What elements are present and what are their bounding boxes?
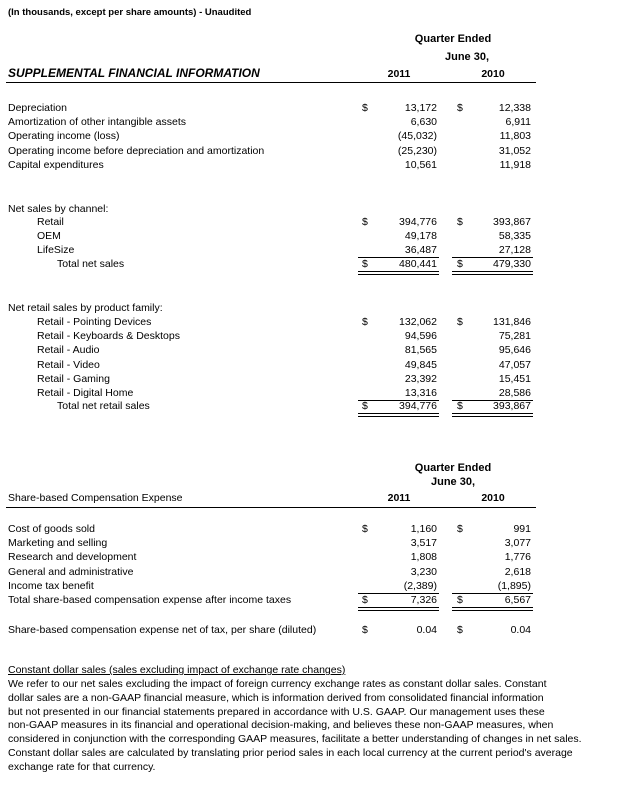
channel-total-row-currency-2010: $ xyxy=(457,258,463,270)
supplemental-row-value-2010: 12,338 xyxy=(498,102,531,114)
family-total-rule-2011 xyxy=(358,413,439,417)
supplemental-row-value-2011: 10,561 xyxy=(404,158,437,171)
channel-row-label: OEM xyxy=(37,230,61,243)
supplemental-row-value-2010: 11,803 xyxy=(499,130,531,143)
sbc-row-value-2010: 3,077 xyxy=(504,537,531,550)
family-row-value-2011: 49,845 xyxy=(404,358,437,371)
sbc-per-share-row-currency-2011: $ xyxy=(362,624,368,636)
sbc-row-label: Income tax benefit xyxy=(8,579,94,592)
channel-total-row-label: Total net sales xyxy=(57,258,125,270)
sbc-row-value-2010: 991 xyxy=(513,523,531,535)
supplemental-row-value-2010: 6,911 xyxy=(505,116,531,129)
family-row-value-2010: 95,646 xyxy=(498,344,531,357)
channel-row-currency-2010: $ xyxy=(457,216,463,228)
supplemental-row-value-2010: 11,918 xyxy=(499,158,531,171)
header-rule-1 xyxy=(6,82,536,83)
period-sub-1: June 30, xyxy=(444,51,490,63)
channel-row-value-2011: 394,776 xyxy=(399,216,437,228)
sbc-per-share-row-label: Share-based compensation expense net of tax, per share (diluted) xyxy=(8,624,317,636)
sbc-per-share-row-currency-2010: $ xyxy=(457,624,463,636)
period-label-1: Quarter Ended xyxy=(414,33,492,45)
supplemental-row-label: Operating income before depreciation and amortization xyxy=(8,144,265,157)
sbc-total-row-currency-2010: $ xyxy=(457,594,463,606)
note-line: but not presented in our financial statements prepared in accordance with U.S. GAAP. Our management uses these xyxy=(8,705,545,718)
family-total-row-currency-2010: $ xyxy=(457,400,463,412)
supplemental-row-currency-2011: $ xyxy=(362,102,368,114)
supplemental-row-value-2010: 31,052 xyxy=(498,144,531,157)
supplemental-row-label: Depreciation xyxy=(8,102,67,114)
note-line: Constant dollar sales are calculated by translating prior period sales in each local currency at the current period's average xyxy=(8,747,573,759)
channel-row-currency-2011: $ xyxy=(362,216,368,228)
channel-row-value-2010: 27,128 xyxy=(498,244,531,257)
supplemental-row-value-2011: 13,172 xyxy=(404,102,437,114)
channel-total-row-currency-2011: $ xyxy=(362,258,368,270)
family-row-label: Retail - Keyboards & Desktops xyxy=(37,330,180,343)
sbc-row-label: Research and development xyxy=(8,551,137,564)
family-row-currency-2011: $ xyxy=(362,316,368,328)
channel-row-label: LifeSize xyxy=(37,244,75,257)
sbc-total-row-label: Total share-based compensation expense after income taxes xyxy=(8,594,292,606)
sbc-row-value-2010: 2,618 xyxy=(504,565,531,578)
family-total-row-value-2011: 394,776 xyxy=(399,400,437,412)
sbc-row-label: Cost of goods sold xyxy=(8,523,95,535)
sbc-row-currency-2011: $ xyxy=(362,523,368,535)
family-row-label: Retail - Gaming xyxy=(37,372,110,385)
family-row-value-2010: 75,281 xyxy=(498,330,531,343)
family-row-label: Retail - Video xyxy=(37,358,100,371)
family-row-value-2010: 15,451 xyxy=(498,372,531,385)
channel-row-value-2010: 58,335 xyxy=(498,230,531,243)
sbc-total-row-value-2010: 6,567 xyxy=(504,594,531,606)
period-label-2: Quarter Ended xyxy=(414,462,492,474)
sbc-per-share-row-value-2010: 0.04 xyxy=(510,624,531,636)
column-header-2011-b: 2011 xyxy=(387,492,411,504)
family-row-value-2011: 81,565 xyxy=(404,344,437,357)
family-heading: Net retail sales by product family: xyxy=(8,302,163,314)
section-title-supplemental: SUPPLEMENTAL FINANCIAL INFORMATION xyxy=(8,66,260,80)
column-header-2010: 2010 xyxy=(481,68,505,80)
sbc-row-label: General and administrative xyxy=(8,565,134,578)
note-line: considered in conjunction with the corresponding GAAP measures, facilitate a better understanding of changes in net sales. xyxy=(8,733,582,746)
sbc-total-rule-2010 xyxy=(452,607,533,611)
family-row-value-2010: 47,057 xyxy=(498,358,531,371)
family-row-value-2011: 13,316 xyxy=(404,387,437,399)
column-header-2011: 2011 xyxy=(387,68,411,80)
supplemental-row-label: Operating income (loss) xyxy=(8,130,120,143)
family-row-label: Retail - Digital Home xyxy=(37,387,134,399)
channel-total-rule-2010 xyxy=(452,271,533,275)
family-row-value-2010: 28,586 xyxy=(498,387,531,399)
family-total-rule-2010 xyxy=(452,413,533,417)
supplemental-row-value-2011: 6,630 xyxy=(410,116,437,129)
channel-row-value-2011: 36,487 xyxy=(404,244,437,257)
channel-row-value-2011: 49,178 xyxy=(404,230,437,243)
note-line: dollar sales are a non-GAAP financial measure, which is information derived from consolidated financial information xyxy=(8,691,544,704)
sbc-per-share-row-value-2011: 0.04 xyxy=(416,624,437,636)
sbc-row-value-2010: 1,776 xyxy=(504,551,531,564)
channel-heading: Net sales by channel: xyxy=(8,203,109,215)
supplemental-row-label: Capital expenditures xyxy=(8,158,104,171)
channel-total-rule-2011 xyxy=(358,271,439,275)
sbc-row-value-2011: 1,160 xyxy=(410,523,437,535)
sbc-row-value-2010: (1,895) xyxy=(497,579,531,592)
sbc-row-value-2011: (2,389) xyxy=(403,579,437,592)
note-line: We refer to our net sales excluding the impact of foreign currency exchange rates as constant dollar sales. Constant xyxy=(8,678,547,690)
note-line: exchange rate for that currency. xyxy=(8,760,156,773)
sbc-row-value-2011: 3,517 xyxy=(410,537,437,550)
header-rule-2 xyxy=(6,507,536,508)
section-title-share-based: Share-based Compensation Expense xyxy=(8,492,183,504)
sbc-total-row-currency-2011: $ xyxy=(362,594,368,606)
note-line: non-GAAP measures in its financial and operational decision-making, and believes these non-GAAP measures, when xyxy=(8,719,554,732)
sbc-row-label: Marketing and selling xyxy=(8,537,108,550)
header-note: (In thousands, except per share amounts) - Unaudited xyxy=(8,7,252,18)
channel-row-label: Retail xyxy=(37,216,64,228)
channel-total-row-value-2011: 480,441 xyxy=(399,258,437,270)
channel-total-row-value-2010: 479,330 xyxy=(493,258,531,270)
supplemental-row-value-2011: (25,230) xyxy=(397,144,437,157)
family-row-value-2011: 132,062 xyxy=(399,316,437,328)
channel-row-value-2010: 393,867 xyxy=(493,216,531,228)
sbc-row-currency-2010: $ xyxy=(457,523,463,535)
column-header-2010-b: 2010 xyxy=(481,492,505,504)
family-row-value-2011: 23,392 xyxy=(404,372,437,385)
sbc-total-rule-2011 xyxy=(358,607,439,611)
family-row-value-2010: 131,846 xyxy=(493,316,531,328)
family-row-label: Retail - Audio xyxy=(37,344,100,357)
sbc-row-value-2011: 3,230 xyxy=(410,565,437,578)
supplemental-row-currency-2010: $ xyxy=(457,102,463,114)
sbc-total-row-value-2011: 7,326 xyxy=(410,594,437,606)
supplemental-row-label: Amortization of other intangible assets xyxy=(8,116,187,129)
supplemental-row-value-2011: (45,032) xyxy=(397,130,437,143)
sbc-row-value-2011: 1,808 xyxy=(410,551,437,564)
family-row-label: Retail - Pointing Devices xyxy=(37,316,152,328)
note-title: Constant dollar sales (sales excluding impact of exchange rate changes) xyxy=(8,664,346,676)
family-total-row-currency-2011: $ xyxy=(362,400,368,412)
family-total-row-value-2010: 393,867 xyxy=(493,400,531,412)
family-row-currency-2010: $ xyxy=(457,316,463,328)
period-sub-2: June 30, xyxy=(430,476,476,488)
family-total-row-label: Total net retail sales xyxy=(57,400,150,412)
family-row-value-2011: 94,596 xyxy=(404,330,437,343)
